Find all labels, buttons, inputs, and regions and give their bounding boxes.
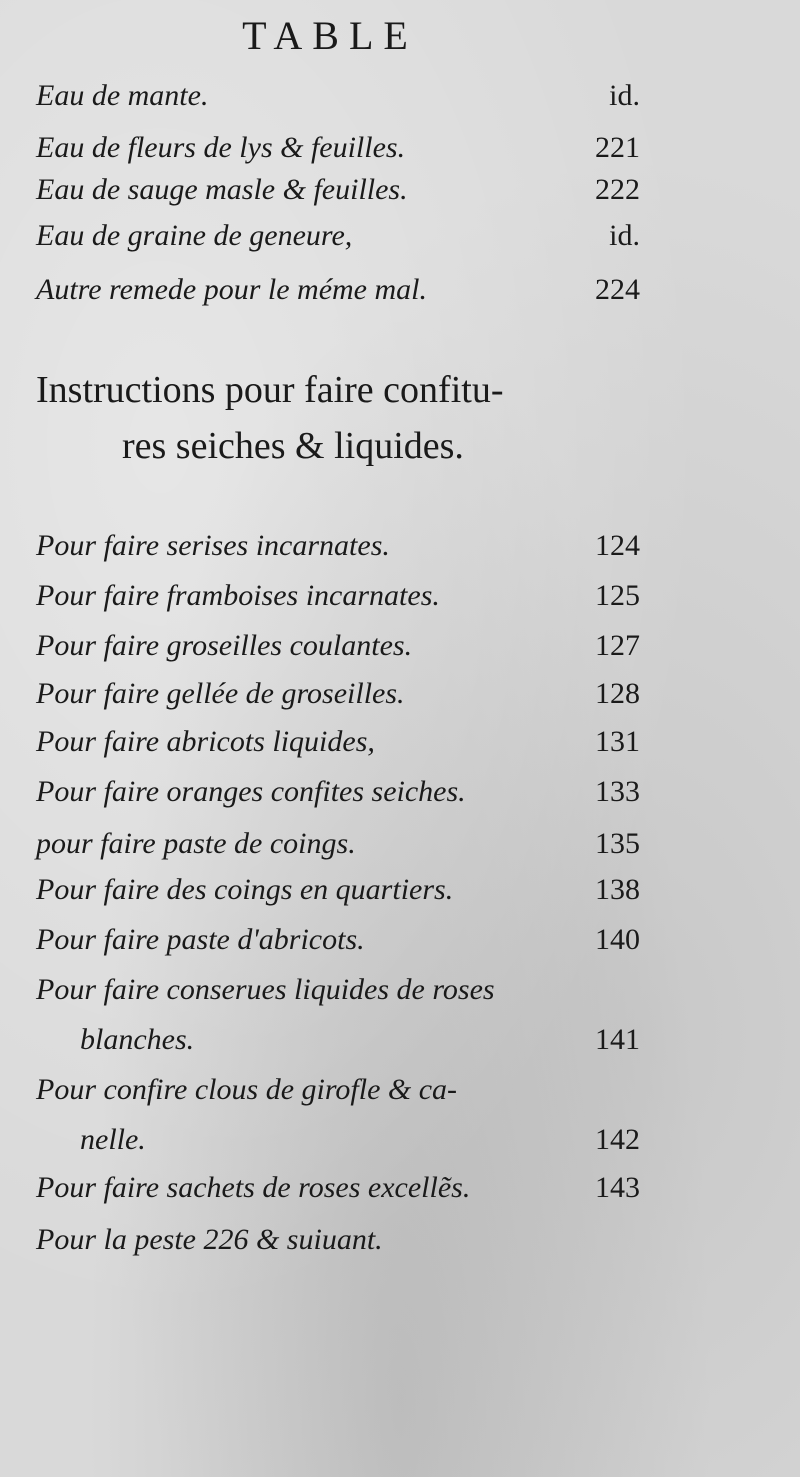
toc-entry-continuation <box>36 1014 640 1066</box>
entry-title: Pour faire serises incarnates. <box>36 529 390 562</box>
entry-title: Pour confire clous de girofle & ca- <box>36 1073 458 1106</box>
entry-page: 128 <box>595 677 640 710</box>
entry-title: Pour faire oranges confites seiches. <box>36 775 466 808</box>
entry-title: Eau de sauge masle & feuilles. <box>36 173 408 206</box>
toc-entry <box>36 70 640 122</box>
entry-title: Pour faire groseilles coulantes. <box>36 629 413 662</box>
toc-entry <box>36 914 640 966</box>
entry-page: 142 <box>595 1123 640 1156</box>
toc-entry <box>36 264 640 316</box>
toc-entry <box>36 1064 640 1116</box>
entry-page: 133 <box>595 775 640 808</box>
entry-title: blanches. <box>80 1023 195 1056</box>
entry-page: 127 <box>595 629 640 662</box>
entry-title: Eau de graine de geneure, <box>36 219 353 252</box>
entry-page: 138 <box>595 873 640 906</box>
toc-entry-continuation <box>36 1114 640 1166</box>
entry-page: id. <box>609 79 640 112</box>
entry-page: 125 <box>595 579 640 612</box>
entry-page: id. <box>609 219 640 252</box>
toc-entry <box>36 716 640 768</box>
entry-page: 124 <box>595 529 640 562</box>
entry-title: Pour la peste 226 & suiuant. <box>36 1223 383 1256</box>
toc-entry <box>36 164 640 216</box>
toc-entry <box>36 818 640 870</box>
section-heading-line-1: Instructions pour faire confitu- <box>36 369 504 411</box>
toc-entry <box>36 864 640 916</box>
entry-page: 140 <box>595 923 640 956</box>
entry-title: Eau de mante. <box>36 79 209 112</box>
entry-page: 135 <box>595 827 640 860</box>
toc-entry <box>36 964 640 1016</box>
section-heading <box>36 362 646 474</box>
toc-entry <box>36 520 640 572</box>
entry-title: Eau de fleurs de lys & feuilles. <box>36 131 406 164</box>
toc-entry <box>36 766 640 818</box>
entry-page: 221 <box>595 131 640 164</box>
toc-entry <box>36 210 640 262</box>
toc-entry <box>36 570 640 622</box>
section-heading-line-2: res seiches & liquides. <box>122 425 464 467</box>
toc-entry <box>36 1162 640 1214</box>
entry-page: 131 <box>595 725 640 758</box>
entry-page: 143 <box>595 1171 640 1204</box>
entry-page: 222 <box>595 173 640 206</box>
toc-entry <box>36 668 640 720</box>
entry-title: Pour faire des coings en quartiers. <box>36 873 454 906</box>
entry-title: Pour faire gellée de groseilles. <box>36 677 405 710</box>
entry-page: 224 <box>595 273 640 306</box>
entry-title: Pour faire paste d'abricots. <box>36 923 365 956</box>
entry-title: Pour faire framboises incarnates. <box>36 579 440 612</box>
entry-title: Autre remede pour le méme mal. <box>36 273 427 306</box>
entry-title: nelle. <box>80 1123 146 1156</box>
toc-entry <box>36 1214 640 1266</box>
entry-title: Pour faire sachets de roses excellẽs. <box>36 1171 471 1204</box>
entry-title: Pour faire abricots liquides, <box>36 725 375 758</box>
entry-title: pour faire paste de coings. <box>36 827 356 860</box>
entry-title: Pour faire conserues liquides de roses <box>36 973 495 1006</box>
toc-entry <box>36 620 640 672</box>
page-header: TABLE <box>242 13 418 58</box>
entry-page: 141 <box>595 1023 640 1056</box>
